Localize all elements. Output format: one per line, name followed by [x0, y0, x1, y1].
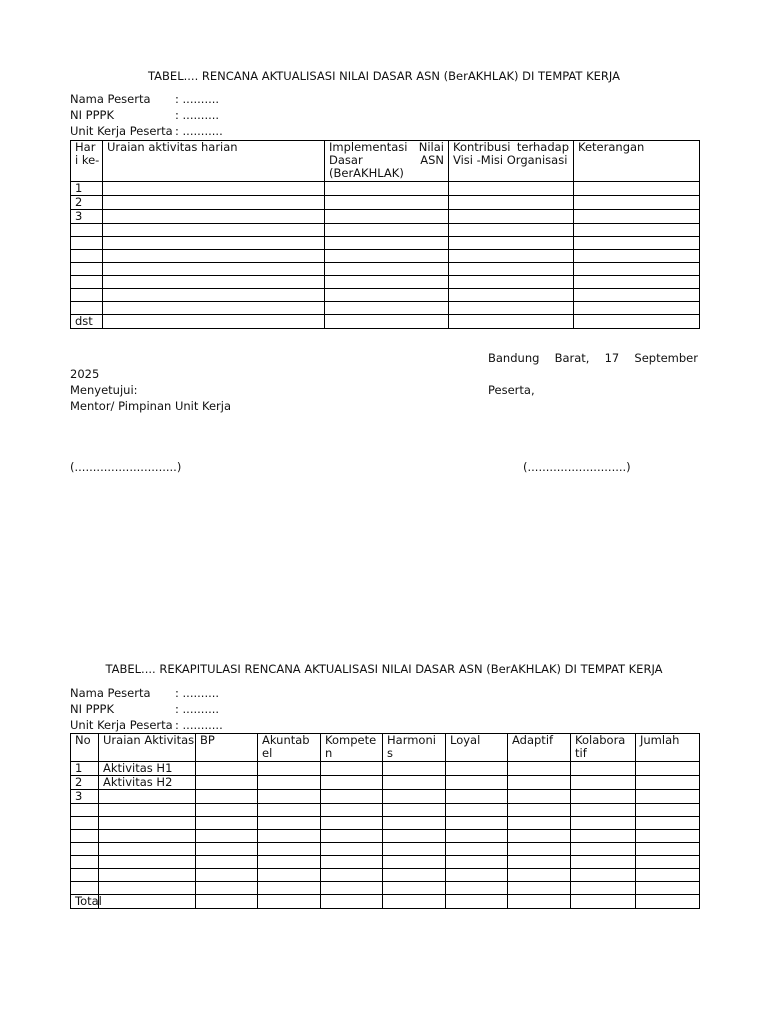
table-cell — [574, 196, 700, 210]
table-cell — [636, 762, 700, 776]
table-cell — [383, 895, 446, 909]
table-row — [71, 843, 700, 856]
field-ni-pppk — [70, 701, 219, 717]
table-cell — [449, 182, 574, 196]
field-value: : .......... — [175, 702, 220, 716]
header-akuntabel: Akuntab el — [258, 734, 321, 762]
table-cell — [571, 817, 636, 830]
table-cell — [103, 224, 325, 237]
table-cell — [383, 790, 446, 804]
table-cell — [258, 869, 321, 882]
table-cell — [99, 843, 196, 856]
table-cell — [446, 776, 508, 790]
table-cell — [574, 276, 700, 289]
table-cell — [321, 882, 383, 895]
table-cell — [71, 830, 99, 843]
place-date-line1: Bandung Barat, 17 September — [488, 351, 698, 365]
table-cell — [383, 776, 446, 790]
field-value: : .......... — [175, 686, 220, 700]
table-row — [71, 224, 700, 237]
table-cell — [571, 856, 636, 869]
table-cell — [71, 289, 103, 302]
table-cell — [258, 895, 321, 909]
table-cell: 2 — [71, 196, 103, 210]
table-cell — [571, 830, 636, 843]
table-row — [71, 790, 700, 804]
table-cell — [383, 856, 446, 869]
table-cell — [449, 250, 574, 263]
table-cell: 3 — [71, 210, 103, 224]
table-cell — [636, 856, 700, 869]
table-cell — [449, 196, 574, 210]
table-cell: 3 — [71, 790, 99, 804]
table-cell — [196, 869, 258, 882]
field-label: Unit Kerja Peserta — [70, 124, 173, 138]
header-uraian-aktivitas: Uraian Aktivitas — [99, 734, 196, 762]
field-ni-pppk — [70, 107, 219, 123]
table-cell — [321, 843, 383, 856]
table-cell — [321, 830, 383, 843]
table-cell — [449, 263, 574, 276]
table-header-row — [71, 141, 700, 182]
table-row — [71, 315, 700, 329]
table-cell — [508, 776, 571, 790]
table-cell — [103, 315, 325, 329]
field-label: Nama Peserta — [70, 92, 151, 106]
table-cell — [446, 830, 508, 843]
table-cell — [508, 762, 571, 776]
table-cell — [636, 869, 700, 882]
table-cell — [383, 804, 446, 817]
table-cell — [508, 895, 571, 909]
table-cell — [636, 790, 700, 804]
table-cell: Aktivitas H2 — [99, 776, 196, 790]
table-cell — [196, 790, 258, 804]
table-row — [71, 762, 700, 776]
table-cell — [325, 237, 449, 250]
table-row — [71, 856, 700, 869]
header-loyal: Loyal — [446, 734, 508, 762]
table-cell — [446, 882, 508, 895]
table-cell — [258, 790, 321, 804]
table-cell — [196, 895, 258, 909]
table-cell — [321, 869, 383, 882]
table-cell — [325, 289, 449, 302]
table-cell — [574, 289, 700, 302]
table-row — [71, 276, 700, 289]
table-cell — [71, 302, 103, 315]
table-row — [71, 817, 700, 830]
table-cell — [325, 196, 449, 210]
table-row — [71, 895, 700, 909]
table-cell — [258, 804, 321, 817]
table-cell — [321, 804, 383, 817]
table-cell — [325, 315, 449, 329]
table-cell — [321, 790, 383, 804]
table-cell — [325, 210, 449, 224]
table-cell — [574, 302, 700, 315]
table-cell — [258, 882, 321, 895]
table-cell — [574, 263, 700, 276]
mentor-signature-line: (............................) — [70, 460, 182, 474]
table-cell: 2 — [71, 776, 99, 790]
field-label: Nama Peserta — [70, 686, 151, 700]
header-bp: BP — [196, 734, 258, 762]
field-label: NI PPPK — [70, 108, 114, 122]
field-label: NI PPPK — [70, 702, 114, 716]
table-cell — [636, 882, 700, 895]
table-cell — [508, 882, 571, 895]
table-cell — [321, 856, 383, 869]
table-row — [71, 210, 700, 224]
field-value: : ........... — [175, 718, 223, 732]
table-cell — [71, 237, 103, 250]
table-row — [71, 263, 700, 276]
table-cell — [325, 250, 449, 263]
table-cell: 1 — [71, 762, 99, 776]
table-cell — [636, 895, 700, 909]
table-cell — [103, 237, 325, 250]
table-cell — [449, 315, 574, 329]
header-uraian-aktivitas: Uraian aktivitas harian — [103, 141, 325, 182]
table-cell — [103, 210, 325, 224]
table-cell — [383, 762, 446, 776]
table-cell — [446, 790, 508, 804]
table-cell — [449, 276, 574, 289]
table-cell — [258, 843, 321, 856]
field-value: : .......... — [175, 92, 220, 106]
participant-label: Peserta, — [488, 383, 535, 397]
participant-signature-line: (...........................) — [523, 460, 631, 474]
table-cell — [574, 250, 700, 263]
table-cell — [321, 817, 383, 830]
table-cell — [99, 895, 196, 909]
table-cell — [574, 224, 700, 237]
table-cell — [99, 804, 196, 817]
table-cell — [258, 762, 321, 776]
table-cell — [196, 830, 258, 843]
table-cell — [196, 776, 258, 790]
table-cell — [449, 302, 574, 315]
table-cell — [383, 817, 446, 830]
table-cell — [449, 210, 574, 224]
table-cell — [99, 817, 196, 830]
table-cell — [508, 869, 571, 882]
header-kompeten: Kompete n — [321, 734, 383, 762]
plan-table-title: TABEL.... RENCANA AKTUALISASI NILAI DASAR ASN (BerAKHLAK) DI TEMPAT KERJA — [148, 69, 620, 83]
table-row — [71, 776, 700, 790]
table-cell — [325, 224, 449, 237]
header-adaptif: Adaptif — [508, 734, 571, 762]
header-harmonis: Harmoni s — [383, 734, 446, 762]
header-hari-ke: Har i ke- — [71, 141, 103, 182]
table-cell — [574, 210, 700, 224]
table-cell — [99, 882, 196, 895]
table-cell — [574, 315, 700, 329]
table-cell — [508, 804, 571, 817]
table-cell — [636, 817, 700, 830]
table-row — [71, 237, 700, 250]
table-cell — [574, 237, 700, 250]
table-header-row — [71, 734, 700, 762]
table-cell — [321, 762, 383, 776]
table-row — [71, 196, 700, 210]
table-cell — [321, 895, 383, 909]
table-row — [71, 869, 700, 882]
table-cell — [71, 869, 99, 882]
table-cell — [196, 762, 258, 776]
table-cell — [571, 804, 636, 817]
table-cell — [574, 182, 700, 196]
table-cell — [99, 869, 196, 882]
table-cell — [571, 776, 636, 790]
table-cell — [446, 895, 508, 909]
field-nama-peserta — [70, 91, 219, 107]
table-cell — [103, 289, 325, 302]
table-cell — [71, 856, 99, 869]
table-cell — [99, 830, 196, 843]
table-cell — [446, 817, 508, 830]
table-cell — [325, 302, 449, 315]
table-cell — [103, 196, 325, 210]
header-kolaboratif: Kolabora tif — [571, 734, 636, 762]
table-cell — [508, 843, 571, 856]
table-cell — [449, 237, 574, 250]
mentor-label: Mentor/ Pimpinan Unit Kerja — [70, 399, 232, 413]
field-nama-peserta — [70, 685, 219, 701]
table-cell — [446, 843, 508, 856]
table-cell — [103, 302, 325, 315]
header-implementasi: Implementasi Nilai Dasar ASN (BerAKHLAK) — [325, 141, 449, 182]
table-cell — [103, 182, 325, 196]
table-cell — [636, 830, 700, 843]
table-cell — [636, 776, 700, 790]
table-cell — [258, 776, 321, 790]
field-unit-kerja — [70, 123, 223, 139]
table-cell — [71, 250, 103, 263]
header-keterangan: Keterangan — [574, 141, 700, 182]
table-cell — [71, 817, 99, 830]
field-unit-kerja — [70, 717, 223, 733]
table-row — [71, 302, 700, 315]
table-cell: Aktivitas H1 — [99, 762, 196, 776]
table-cell — [325, 263, 449, 276]
table-cell — [383, 830, 446, 843]
table-cell — [325, 276, 449, 289]
table-cell — [71, 224, 103, 237]
table-cell — [196, 843, 258, 856]
table-row — [71, 289, 700, 302]
table-cell — [508, 830, 571, 843]
table-cell: Total — [71, 895, 99, 909]
table-cell — [71, 263, 103, 276]
table-cell — [571, 869, 636, 882]
table-cell — [383, 843, 446, 856]
table-cell — [508, 790, 571, 804]
table-cell — [71, 843, 99, 856]
table-cell — [446, 762, 508, 776]
table-cell — [103, 263, 325, 276]
table-cell — [446, 856, 508, 869]
field-value: : .......... — [175, 108, 220, 122]
table-cell — [571, 762, 636, 776]
table-cell — [571, 882, 636, 895]
table-cell — [71, 882, 99, 895]
table-row — [71, 250, 700, 263]
table-cell — [196, 804, 258, 817]
table-cell — [571, 895, 636, 909]
table-cell — [71, 804, 99, 817]
plan-table — [70, 140, 700, 329]
place-date-line2: 2025 — [70, 367, 100, 381]
table-cell — [99, 790, 196, 804]
recap-table-title: TABEL.... REKAPITULASI RENCANA AKTUALISASI NILAI DASAR ASN (BerAKHLAK) DI TEMPAT KERJA — [105, 662, 663, 676]
header-jumlah: Jumlah — [636, 734, 700, 762]
table-cell — [196, 856, 258, 869]
recap-table — [70, 733, 700, 909]
table-cell — [446, 869, 508, 882]
table-row — [71, 182, 700, 196]
table-cell — [446, 804, 508, 817]
field-label: Unit Kerja Peserta — [70, 718, 173, 732]
table-cell: dst — [71, 315, 103, 329]
table-cell — [636, 843, 700, 856]
table-cell — [196, 882, 258, 895]
field-value: : ........... — [175, 124, 223, 138]
table-cell — [571, 790, 636, 804]
table-cell — [258, 830, 321, 843]
table-row — [71, 882, 700, 895]
table-cell — [321, 776, 383, 790]
table-row — [71, 830, 700, 843]
table-cell — [383, 882, 446, 895]
table-cell — [258, 817, 321, 830]
table-cell — [258, 856, 321, 869]
table-cell — [449, 289, 574, 302]
table-cell — [508, 856, 571, 869]
table-cell — [325, 182, 449, 196]
table-cell — [196, 817, 258, 830]
table-cell — [449, 224, 574, 237]
table-cell — [71, 276, 103, 289]
table-cell — [383, 869, 446, 882]
header-no: No — [71, 734, 99, 762]
table-row — [71, 804, 700, 817]
table-cell — [103, 276, 325, 289]
table-cell — [508, 817, 571, 830]
table-cell: 1 — [71, 182, 103, 196]
approve-label: Menyetujui: — [70, 383, 138, 397]
header-kontribusi: Kontribusi terhadap Visi -Misi Organisasi — [449, 141, 574, 182]
table-cell — [636, 804, 700, 817]
table-cell — [103, 250, 325, 263]
table-cell — [571, 843, 636, 856]
table-cell — [99, 856, 196, 869]
